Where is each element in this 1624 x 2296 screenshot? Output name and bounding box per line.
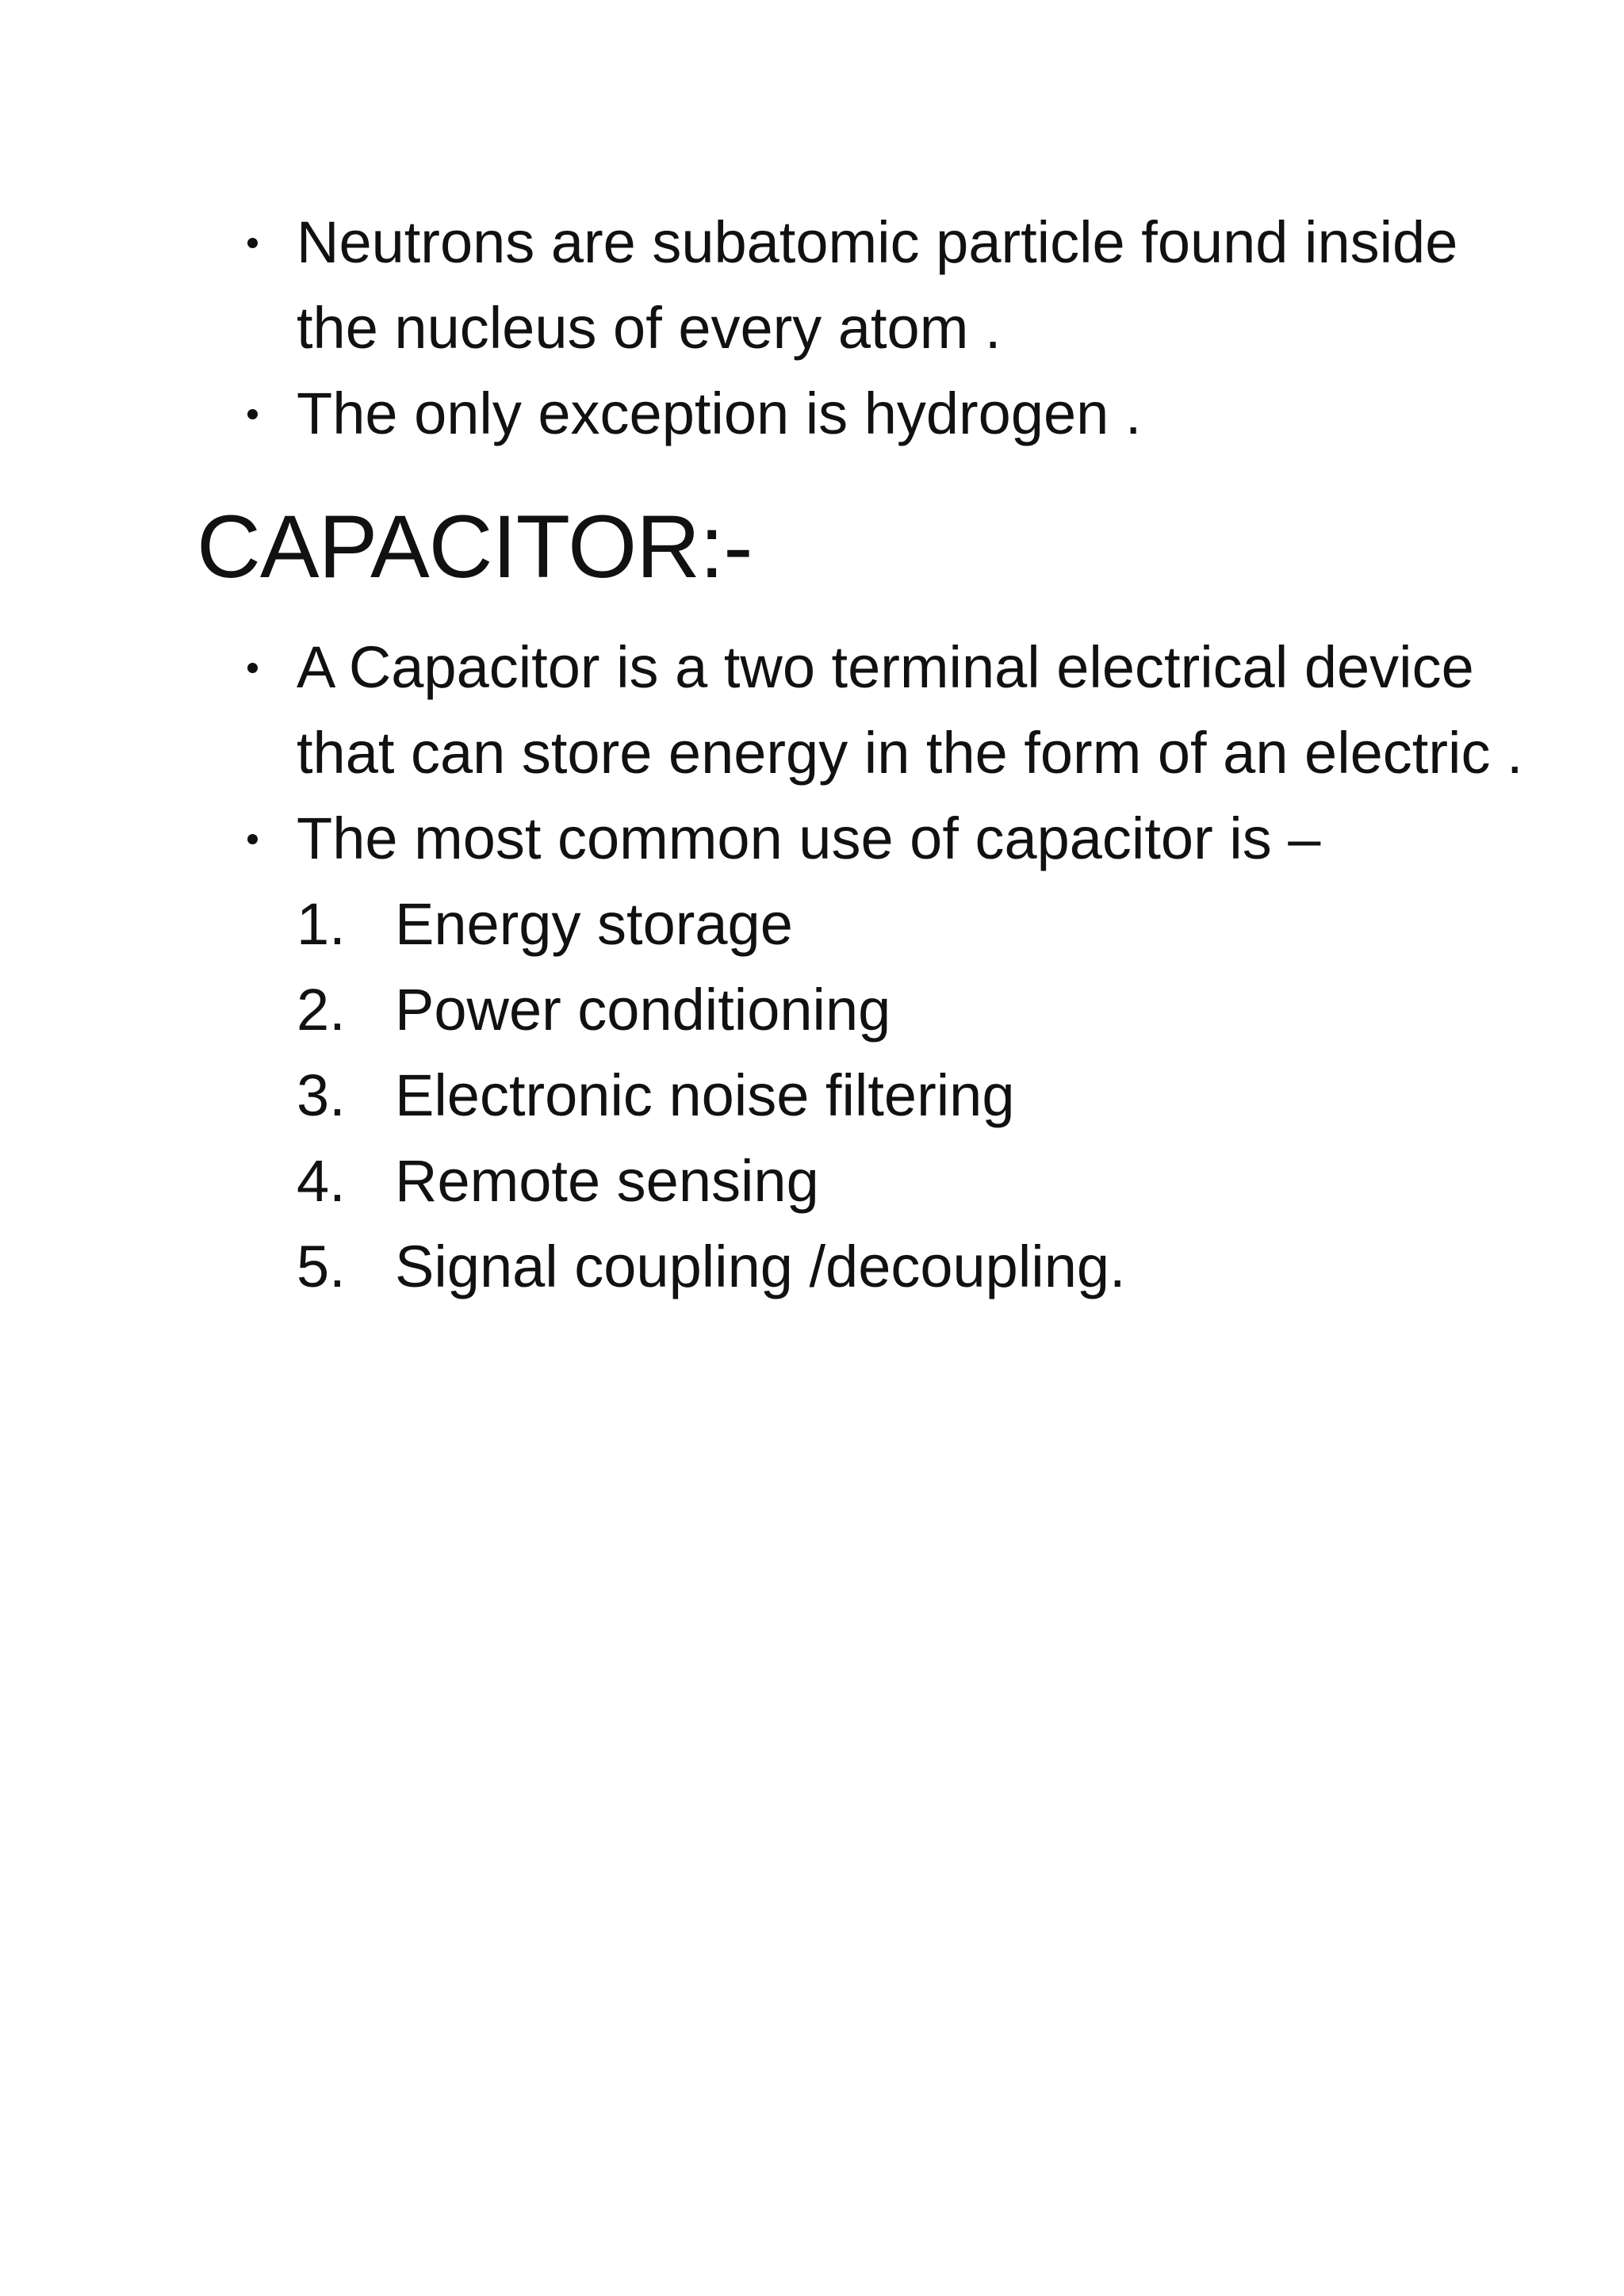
list-item-text: Energy storage <box>395 891 793 957</box>
list-number: 1. <box>297 891 346 957</box>
capacitor-section <box>0 492 1624 1310</box>
list-item-text: Signal coupling /decoupling. <box>395 1234 1126 1299</box>
bullet-text: The only exception is hydrogen . <box>297 381 1142 446</box>
bullet-text: The most common use of capacitor is – <box>297 806 1321 871</box>
list-item <box>0 1224 1624 1310</box>
section-heading: CAPACITOR:- <box>197 497 753 596</box>
bullet-item <box>0 625 1534 796</box>
bullet-dot-icon <box>247 238 258 248</box>
list-item-text: Remote sensing <box>395 1148 819 1214</box>
list-number: 3. <box>297 1062 346 1128</box>
bullet-item <box>0 200 1534 371</box>
neutron-bullet-list <box>0 200 1624 457</box>
list-item <box>0 1138 1624 1224</box>
bullet-item <box>0 796 1534 882</box>
list-item-text: Power conditioning <box>395 977 891 1043</box>
bullet-text: Neutrons are subatomic particle found inside the nucleus of every atom . <box>297 209 1458 361</box>
bullet-dot-icon <box>247 663 258 673</box>
capacitor-bullet-list <box>0 625 1624 882</box>
bullet-dot-icon <box>247 409 258 419</box>
list-number: 2. <box>297 977 346 1043</box>
capacitor-uses-list <box>0 882 1624 1310</box>
list-item <box>0 882 1624 967</box>
list-item <box>0 1053 1624 1138</box>
bullet-text: A Capacitor is a two terminal electrical device that can store energy in the form of an electric . <box>297 634 1523 786</box>
list-item <box>0 967 1624 1053</box>
list-number: 4. <box>297 1148 346 1214</box>
bullet-dot-icon <box>247 834 258 844</box>
bullet-item <box>0 371 1534 457</box>
list-item-text: Electronic noise filtering <box>395 1062 1015 1128</box>
list-number: 5. <box>297 1234 346 1299</box>
